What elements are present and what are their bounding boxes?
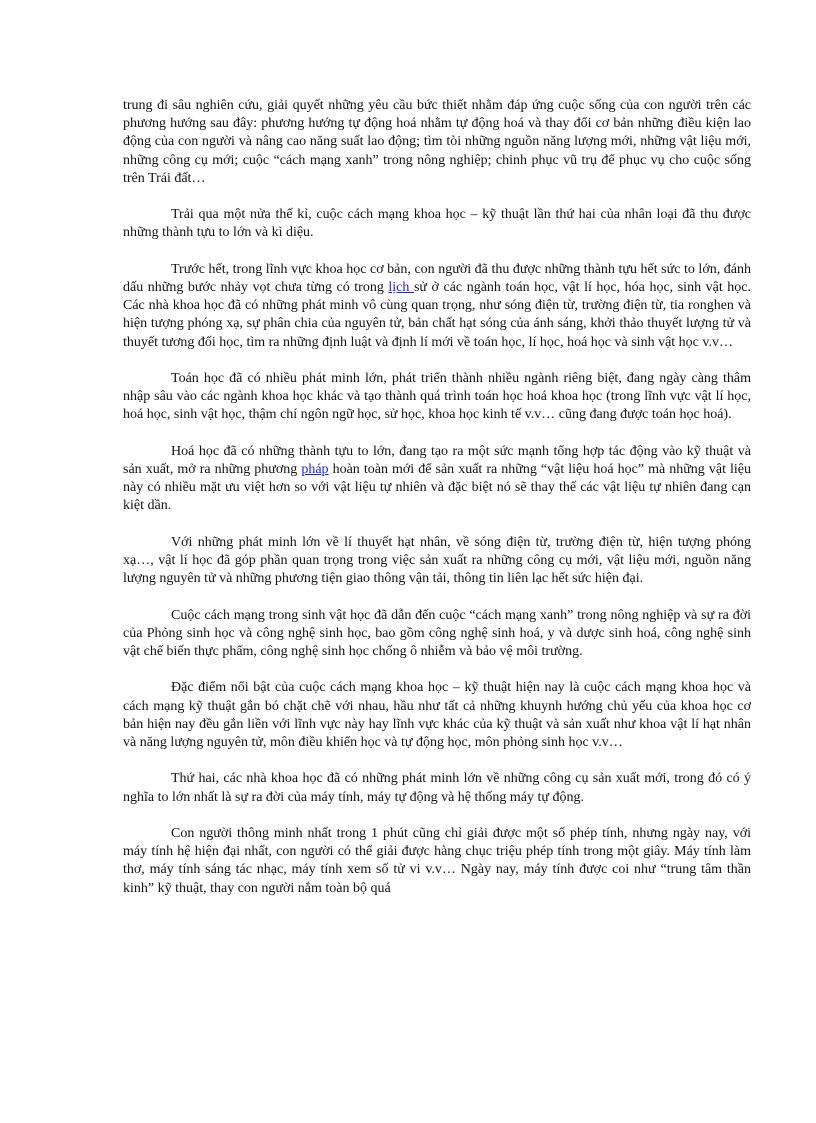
paragraph-7: Cuộc cách mạng trong sinh vật học đã dẫn đến cuộc “cách mạng xanh” trong nông nghiệp và sự ra đời của Phỏng sinh học và công nghệ sinh học, bao gồm công nghệ sinh hoá, y và dược sinh hoá, công nghệ sinh vật chế biến thực phẩm, công nghệ sinh học chống ô nhiễm và bảo vệ môi trường. (123, 607, 751, 659)
paragraph-2: Trải qua một nửa thế kỉ, cuộc cách mạng khoa học – kỹ thuật lần thứ hai của nhân loại đã thu được những thành tựu to lớn và kì diệu. (123, 207, 751, 241)
paragraph-5-after: hoàn toàn mới để sản xuất ra những “vật liệu hoá học” mà những vật liệu này có nhiều mặt ưu việt hơn so với vật liệu tự nhiên và đặc biệt nó sẽ thay thế các vật liệu tự nhiên đang cạn kiệt dần. (123, 462, 751, 514)
paragraph-5-before: Hoá học đã có những thành tựu to lớn, đang tạo ra một sức mạnh tổng hợp tác động vào kỹ thuật và sản xuất, mở ra những phương (123, 443, 751, 477)
paragraph-5 (123, 443, 751, 516)
paragraph-6: Với những phát minh lớn về lí thuyết hạt nhân, về sóng điện từ, trường điện từ, hiện tượng phóng xạ…, vật lí học đã góp phần quan trọng trong việc sản xuất ra những công cụ mới, vật liệu mới, nguồn năng lượng nguyên tử và những phương tiện giao thông vận tải, thông tin liên lạc hết sức hiện đại. (123, 534, 751, 587)
document-page (123, 97, 751, 916)
paragraph-1: trung đi sâu nghiên cứu, giải quyết những yêu cầu bức thiết nhằm đáp ứng cuộc sống của con người trên các phương hướng sau đây: phương hướng tự động hoá nhằm tự động hoá và thay đổi cơ bản những điều kiện lao động của con người và nâng cao năng suất lao động; tìm tòi những nguồn năng lượng mới, những vật liệu mới, những công cụ mới; cuộc “cách mạng xanh” trong nông nghiệp; chinh phục vũ trụ để phục vụ cho cuộc sống trên Trái đất… (123, 98, 751, 186)
link-phap[interactable]: pháp (301, 462, 329, 477)
link-lich[interactable]: lịch (388, 280, 414, 295)
paragraph-9: Thứ hai, các nhà khoa học đã có những phát minh lớn về những công cụ sản xuất mới, trong đó có ý nghĩa to lớn nhất là sự ra đời của máy tính, máy tự động và hệ thống máy tự động. (123, 771, 751, 805)
paragraph-10: Con người thông minh nhất trong 1 phút cũng chỉ giải được một số phép tính, nhưng ngày nay, với máy tính hệ hiện đại nhất, con người có thể giải được hàng chục triệu phép tính trong một giây. Máy tính làm thơ, máy tính sáng tác nhạc, máy tính xem số tử vi v.v… Ngày nay, máy tính được coi như “trung tâm thần kinh” kỹ thuật, thay con người nắm toàn bộ quá (123, 825, 751, 896)
paragraph-3-after: sử ở các ngành toán học, vật lí học, hóa học, sinh vật học. Các nhà khoa học đã có những phát minh vô cùng quan trọng, như sóng điện từ, trường điện từ, tia ronghen và hiện tượng phóng xạ, sự phân chia của nguyên tử, bản chất hạt sóng của ánh sáng, khởi thảo thuyết lượng tử và thuyết tương đối học, tìm ra những định luật và định lí mới về toán học, lí học, hoá học và sinh vật học v.v… (123, 280, 751, 350)
paragraph-3-before: Trước hết, trong lĩnh vực khoa học cơ bản, con người đã thu được những thành tựu hết sức to lớn, đánh dấu những bước nhảy vọt chưa từng có trong (123, 261, 751, 295)
paragraph-8: Đặc điểm nổi bật của cuộc cách mạng khoa học – kỹ thuật hiện nay là cuộc cách mạng khoa học và cách mạng kỹ thuật gắn bó chặt chẽ với nhau, hầu như tất cả những khuynh hướng chủ yếu của khoa học cơ bản hiện nay đều gắn liền với lĩnh vực này hay lĩnh vực khác của kỹ thuật và sản xuất như khoa vật lí hạt nhân và năng lượng nguyên tử, môn điều khiển học và tự động học, môn phỏng sinh học v.v… (123, 680, 751, 750)
paragraph-3 (123, 261, 751, 352)
paragraph-4: Toán học đã có nhiều phát minh lớn, phát triển thành nhiều ngành riêng biệt, đang ngày càng thâm nhập sâu vào các ngành khoa học khác và tạo thành quá trình toán học hoá khoa học (trong lĩnh vực vật lí học, hoá học, sinh vật học, thậm chí ngôn ngữ học, sử học, khoa học kinh tế v.v… cũng đang được toán học hoá). (123, 371, 751, 423)
